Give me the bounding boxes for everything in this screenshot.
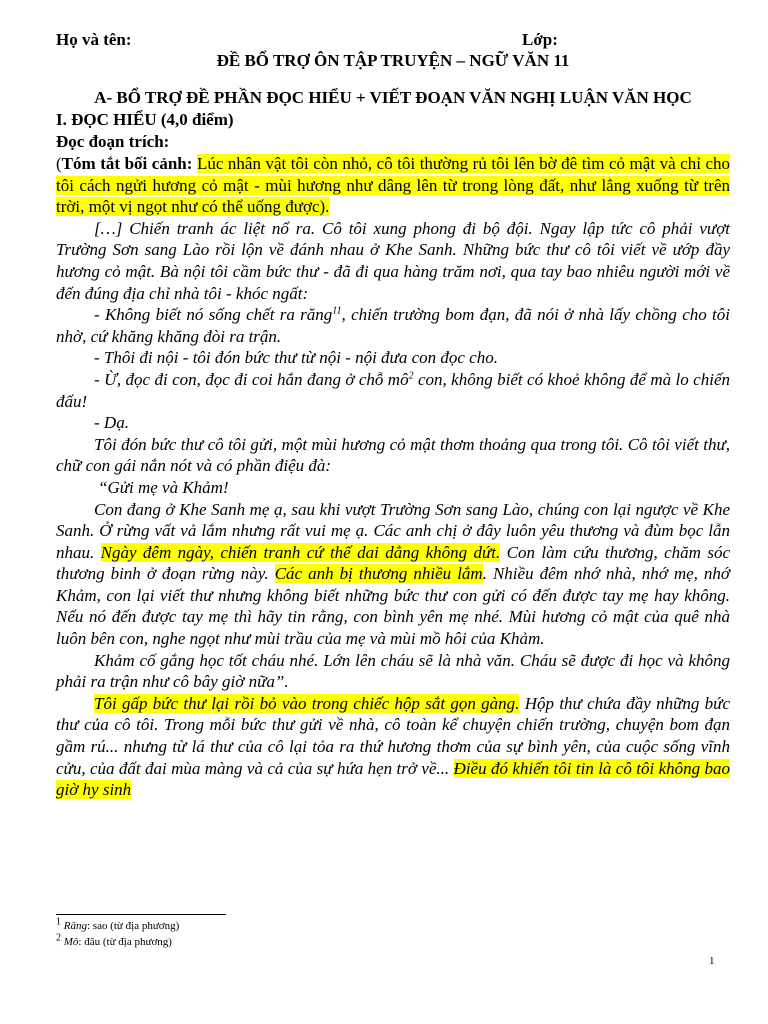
class-label: Lớp:: [522, 30, 558, 49]
footnote-ref: 11: [332, 305, 342, 317]
document-page: [56, 26, 730, 801]
excerpt-paragraph: Tôi đón bức thư cô tôi gửi, một mùi hương cỏ mật thơm thoảng qua trong tôi. Cô tôi viết thư, chữ con gái nắn nót và có phần điệu đà:: [56, 434, 730, 476]
footnote-2: $^2$ Mô: đâu (từ địa phương): [56, 932, 172, 948]
student-info-header: [56, 26, 730, 48]
highlighted-text: Các anh bị thương nhiều lắm: [274, 564, 483, 584]
highlighted-text: Ngày đêm ngày, chiến tranh cứ thế dai dẳng không dứt.: [100, 542, 501, 562]
dialogue-line: - Ừ, đọc đi con, đọc đi coi hắn đang ở chỗ $mô^2$ con, không biết có khoẻ không để mà lo chiến đấu!: [56, 369, 730, 411]
footnote-ref: 2: [408, 370, 414, 382]
letter-paragraph: Con đang ở Khe Sanh mẹ ạ, sau khi vượt Trường Sơn sang Lào, chúng con lại ngược về Khe Sanh. Ở rừng vất vả lắm nhưng rất vui mẹ ạ. Các anh chị ở đây luôn yêu thương và đùm bọc lẫn nhau. Ngày đêm ngày, chiến tranh cứ thế dai dẳng không dứt. Con làm cứu thương, chăm sóc thương binh ở đoạn rừng này. Các anh bị thương nhiều lắm. Nhiều đêm nhớ nhà, nhớ mẹ, nhớ Khảm, con lại viết thư nhưng không biết những bức thư con gửi có đến được tay mẹ hay không. Nếu nó đến được tay mẹ thì hãy tin rằng, con bình yên mẹ nhé. Mùi hương cỏ mật của quê nhà luôn bên con, nghe ngọt như mùi trầu của mẹ và mùi mồ hôi của Khảm.: [56, 499, 731, 649]
context-summary: (Tóm tắt bối cảnh: Lúc nhân vật tôi còn nhỏ, cô tôi thường rủ tôi lên bờ đê tìm cỏ mật và chỉ cho tôi cách ngửi hương cỏ mật - mùi hương như dâng lên từ trong lòng đất, như lẳng xuống từ trên trời, một vị ngọt như có thể uống được).: [56, 154, 731, 217]
letter-paragraph: Khảm cố gắng học tốt cháu nhé. Lớn lên cháu sẽ là nhà văn. Cháu sẽ được đi học và không phải ra trận như cô bây giờ nữa”.: [56, 650, 730, 692]
dialogue-line: - Không biết nó sống chết ra răng$^{11}$, chiến trường bom đạn, đã nói ở nhà lấy chồng cho tôi nhờ, cứ khăng khăng đòi ra trận.: [56, 305, 730, 346]
dialogue-line: - Dạ.: [94, 413, 129, 433]
page-number: 1: [709, 955, 715, 967]
document-title: ĐỀ BỔ TRỢ ÔN TẬP TRUYỆN – NGỮ VĂN 11: [216, 51, 570, 70]
footnote-1: $^1$ Răng: sao (từ địa phương): [56, 916, 180, 932]
letter-salutation: “Gửi mẹ và Khảm!: [98, 477, 229, 497]
excerpt-paragraph: Tôi gấp bức thư lại rồi bỏ vào trong chiếc hộp sắt gọn gàng. Hộp thư chứa đầy những bức thư của cô tôi. Trong mỗi bức thư gửi về nhà, cô toàn kể chuyện chiến trường, chuyện bom đạn gầm rú... nhưng từ lá thư của cô lại tỏa ra thứ hương thơm của sự bình yên, của cuộc sống vĩnh cửu, của đất đai mùa màng và cả của sự hứa hẹn trở về... Điều đó khiến tôi tin là cô tôi không bao giờ hy sinh: [56, 693, 730, 800]
dialogue-line: - Thôi đi nội - tôi đón bức thư từ nội - nội đưa con đọc cho.: [94, 348, 498, 368]
highlighted-text: Tôi gấp bức thư lại rồi bỏ vào trong chiếc hộp sắt gọn gàng.: [94, 693, 520, 713]
footnote-separator: [56, 914, 226, 915]
context-text: Lúc nhân vật tôi còn nhỏ, cô tôi thường rủ tôi lên bờ đê tìm cỏ mật và chỉ cho tôi cách ngửi hương cỏ mật - mùi hương như dâng lên từ trong lòng đất, như lẳng xuống từ trên trời, một vị ngọt như có thể uống được).: [56, 154, 731, 217]
name-label: Họ và tên:: [56, 30, 132, 49]
read-excerpt-label: Đọc đoạn trích:: [56, 132, 170, 151]
highlighted-text: Điều đó khiến tôi tin là cô tôi không bao giờ hy sinh: [56, 758, 730, 800]
part-1-heading: I. ĐỌC HIỂU (4,0 điểm): [56, 110, 234, 129]
excerpt-paragraph: […] Chiến tranh ác liệt nổ ra. Cô tôi xung phong đi bộ đội. Ngay lập tức cô phải vượt Trường Sơn sang Lào rồi lộn về đánh nhau ở Khe Sanh. Những bức thư cô tôi viết về ướp đầy hương cỏ mật. Bà nội tôi cầm bức thư - đã đi qua hàng trăm nơi, qua tay bao nhiêu người mới về đến đúng địa chỉ nhà tôi - khóc ngất:: [56, 218, 730, 303]
section-a-heading: A- BỔ TRỢ ĐỀ PHẦN ĐỌC HIỂU + VIẾT ĐOẠN VĂN NGHỊ LUẬN VĂN HỌC: [94, 88, 692, 107]
context-label: Tóm tắt bối cảnh:: [61, 154, 193, 173]
